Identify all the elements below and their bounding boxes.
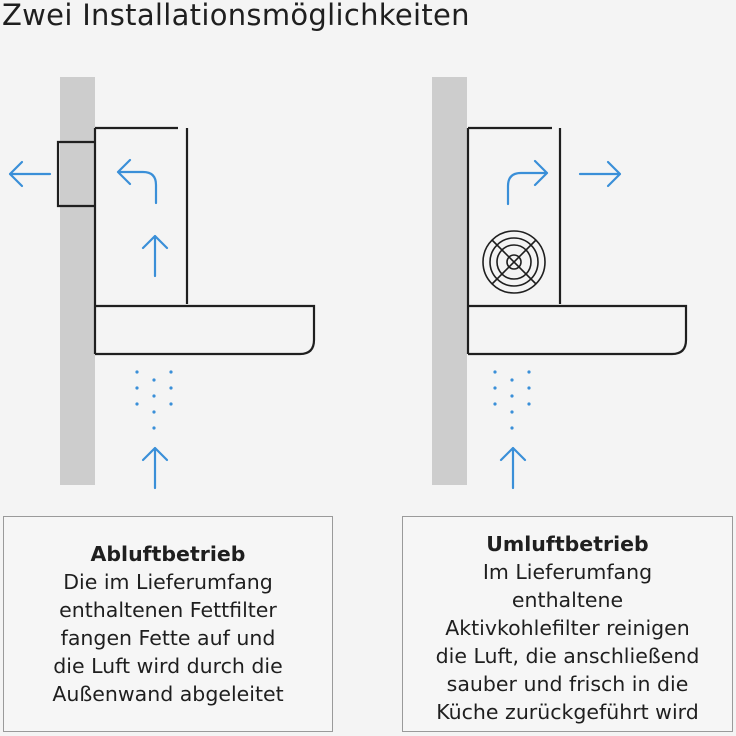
recirculation-mode-illustration (432, 77, 686, 488)
fan-icon (483, 231, 545, 293)
wall-left (60, 77, 95, 485)
arrow-curve-left (118, 160, 156, 203)
description-line: Außenwand abgeleitet (52, 682, 284, 706)
description-line: die Luft, die anschließend (435, 644, 700, 668)
arrow-up-right-bottom (501, 448, 525, 488)
arrow-up-left-bottom (143, 448, 167, 488)
hood-right (468, 306, 686, 354)
recirculation-mode-heading: Umluftbetrieb (486, 532, 649, 556)
arrow-curve-right (508, 161, 547, 204)
chimney-left (95, 128, 187, 304)
recirculation-mode-description (402, 516, 733, 732)
description-line: enthaltene (511, 588, 624, 612)
description-line: enthaltenen Fettfilter (59, 598, 277, 622)
description-line: sauber und frisch in die (446, 672, 689, 696)
page-title: Zwei Installationsmöglichkeiten (2, 0, 470, 32)
arrow-out-left (10, 162, 50, 186)
arrow-out-right (580, 162, 620, 186)
description-line: Im Lieferumfang (482, 560, 653, 584)
airflow-dots-left (135, 370, 172, 429)
description-line: Die im Lieferumfang (63, 570, 273, 594)
description-line: die Luft wird durch die (53, 654, 283, 678)
exhaust-mode-description (3, 516, 333, 732)
description-line: Küche zurückgeführt wird (436, 700, 699, 724)
arrow-up-left-chimney (143, 236, 167, 276)
wall-right (432, 77, 467, 485)
airflow-dots-right (493, 370, 530, 429)
hood-left (95, 306, 314, 354)
description-line: Aktivkohlefilter reinigen (445, 616, 690, 640)
description-line: fangen Fette auf und (60, 626, 276, 650)
exhaust-mode-illustration (10, 77, 314, 488)
chimney-right (468, 128, 560, 304)
exhaust-mode-heading: Abluftbetrieb (90, 542, 246, 566)
